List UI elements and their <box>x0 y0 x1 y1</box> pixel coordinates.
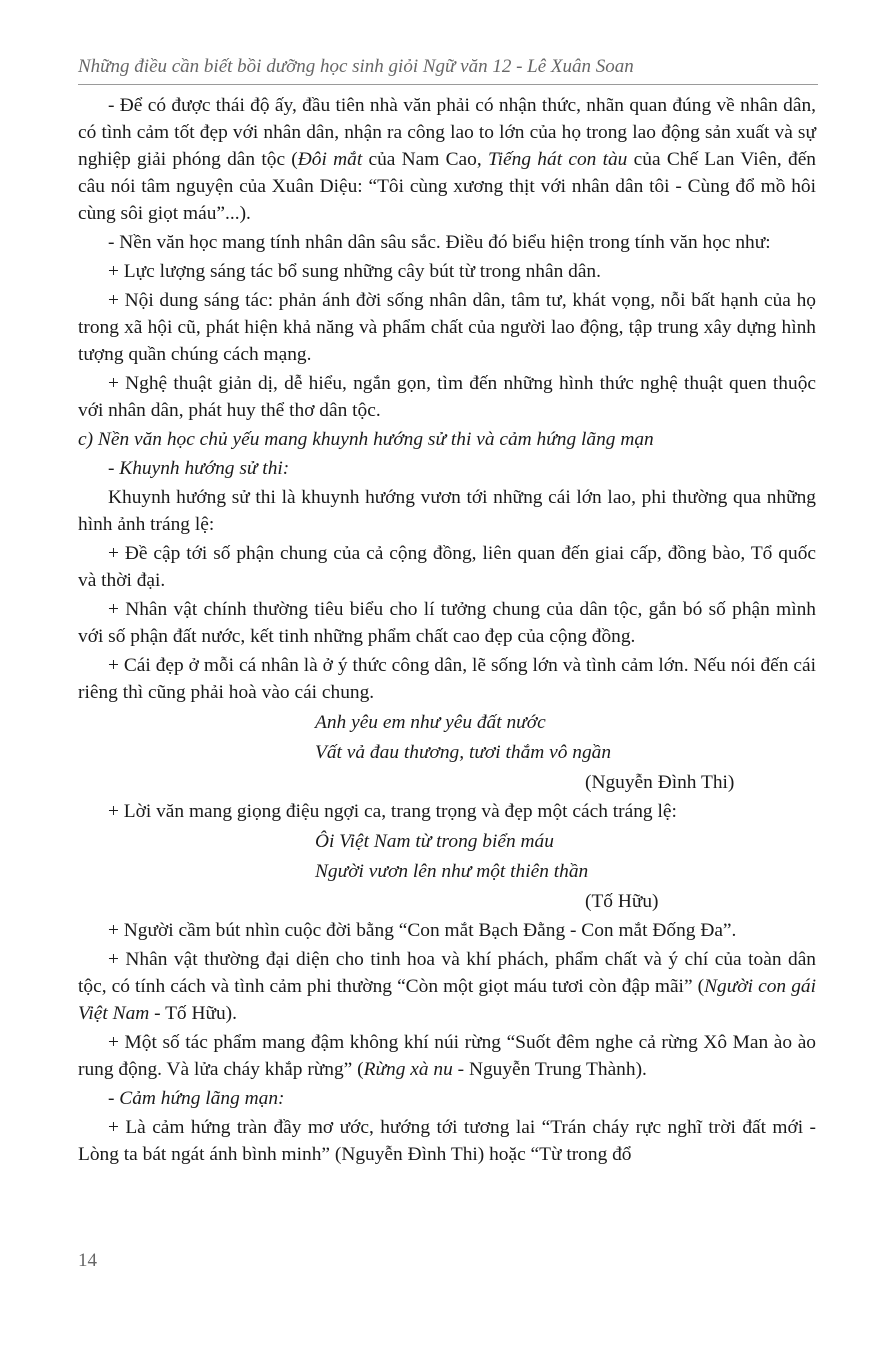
subheading: - Khuynh hướng sử thi: <box>108 458 290 479</box>
work-title: Đôi mắt <box>297 149 363 170</box>
list-item: + Nhân vật chính thường tiêu biểu cho lí tưởng chung của dân tộc, gắn bó số phận mình với số phận đất nước, kết tinh những phẩm chất cao đẹp của cộng đồng. <box>78 599 816 647</box>
section-heading: c) Nền văn học chủ yếu mang khuynh hướng sử thi và cảm hứng lãng mạn <box>78 429 654 450</box>
paragraph: - Để có được thái độ ấy, đầu tiên nhà văn phải có nhận thức, nhãn quan đúng về nhân dân, có tình cảm tốt đẹp với nhân dân, nhận ra công lao to lớn của họ trong lao động sản xuất và sự nghiệp giải phóng dân tộc (Đôi mắt của Nam Cao, Tiếng hát con tàu của Chế Lan Viên, đến câu nói tâm nguyện của Xuân Diệu: “Tôi cùng xương thịt với nhân dân tôi - Cùng đổ mồ hôi cùng sôi giọt máu”...). <box>78 95 816 224</box>
page-number: 14 <box>78 1250 97 1271</box>
list-item: + Nghệ thuật giản dị, dễ hiểu, ngắn gọn, tìm đến những hình thức nghệ thuật quen thuộc với nhân dân, phát huy thể thơ dân tộc. <box>78 373 816 421</box>
verse-line: Người vươn lên như một thiên thần <box>315 861 589 882</box>
subheading: - Cảm hứng lãng mạn: <box>108 1088 285 1109</box>
list-item: + Lực lượng sáng tác bổ sung những cây bút từ trong nhân dân. <box>108 261 601 282</box>
list-item: + Cái đẹp ở mỗi cá nhân là ở ý thức công dân, lẽ sống lớn và tình cảm lớn. Nếu nói đến cái riêng thì cũng phải hoà vào cái chung. <box>78 655 816 703</box>
verse-author: (Nguyễn Đình Thi) <box>585 772 735 793</box>
header-divider <box>78 84 818 85</box>
paragraph: Khuynh hướng sử thi là khuynh hướng vươn tới những cái lớn lao, phi thường qua những hình ảnh tráng lệ: <box>78 487 816 535</box>
verse-line: Ôi Việt Nam từ trong biển máu <box>315 831 554 852</box>
page-content <box>78 92 816 1170</box>
paragraph: - Nền văn học mang tính nhân dân sâu sắc. Điều đó biểu hiện trong tính văn học như: <box>108 232 771 253</box>
list-item: + Nhân vật thường đại diện cho tinh hoa và khí phách, phẩm chất và ý chí của toàn dân tộc, có tính cách và tình cảm phi thường “Còn một giọt máu tươi còn đập mãi” (Người con gái Việt Nam - Tố Hữu). <box>78 949 816 1024</box>
list-item: + Người cầm bút nhìn cuộc đời bằng “Con mắt Bạch Đằng - Con mắt Đống Đa”. <box>108 920 737 941</box>
work-title: Rừng xà nu <box>363 1059 453 1080</box>
list-item: + Một số tác phẩm mang đậm không khí núi rừng “Suốt đêm nghe cả rừng Xô Man ào ào rung động. Và lửa cháy khắp rừng” (Rừng xà nu - Nguyễn Trung Thành). <box>78 1032 816 1080</box>
list-item: + Lời văn mang giọng điệu ngợi ca, trang trọng và đẹp một cách tráng lệ: <box>108 801 677 822</box>
work-title: Người con gái Việt Nam <box>78 976 816 1024</box>
list-item: + Nội dung sáng tác: phản ánh đời sống nhân dân, tâm tư, khát vọng, nỗi bất hạnh của họ trong xã hội cũ, phát hiện khả năng và phẩm chất của người lao động, tập trung xây dựng hình tượng quần chúng cách mạng. <box>78 290 816 365</box>
verse-line: Vất vả đau thương, tươi thắm vô ngần <box>315 742 612 763</box>
verse-author: (Tố Hữu) <box>585 891 659 912</box>
verse-line: Anh yêu em như yêu đất nước <box>315 712 546 733</box>
work-title: Tiếng hát con tàu <box>487 149 628 170</box>
list-item: + Là cảm hứng tràn đầy mơ ước, hướng tới tương lai “Trán cháy rực nghĩ trời đất mới - Lòng ta bát ngát ánh bình minh” (Nguyễn Đình Thi) hoặc “Từ trong đổ <box>78 1117 816 1165</box>
list-item: + Đề cập tới số phận chung của cả cộng đồng, liên quan đến giai cấp, đồng bào, Tổ quốc và thời đại. <box>78 543 816 591</box>
running-header: Những điều cần biết bồi dưỡng học sinh giỏi Ngữ văn 12 - Lê Xuân Soan <box>78 56 634 77</box>
